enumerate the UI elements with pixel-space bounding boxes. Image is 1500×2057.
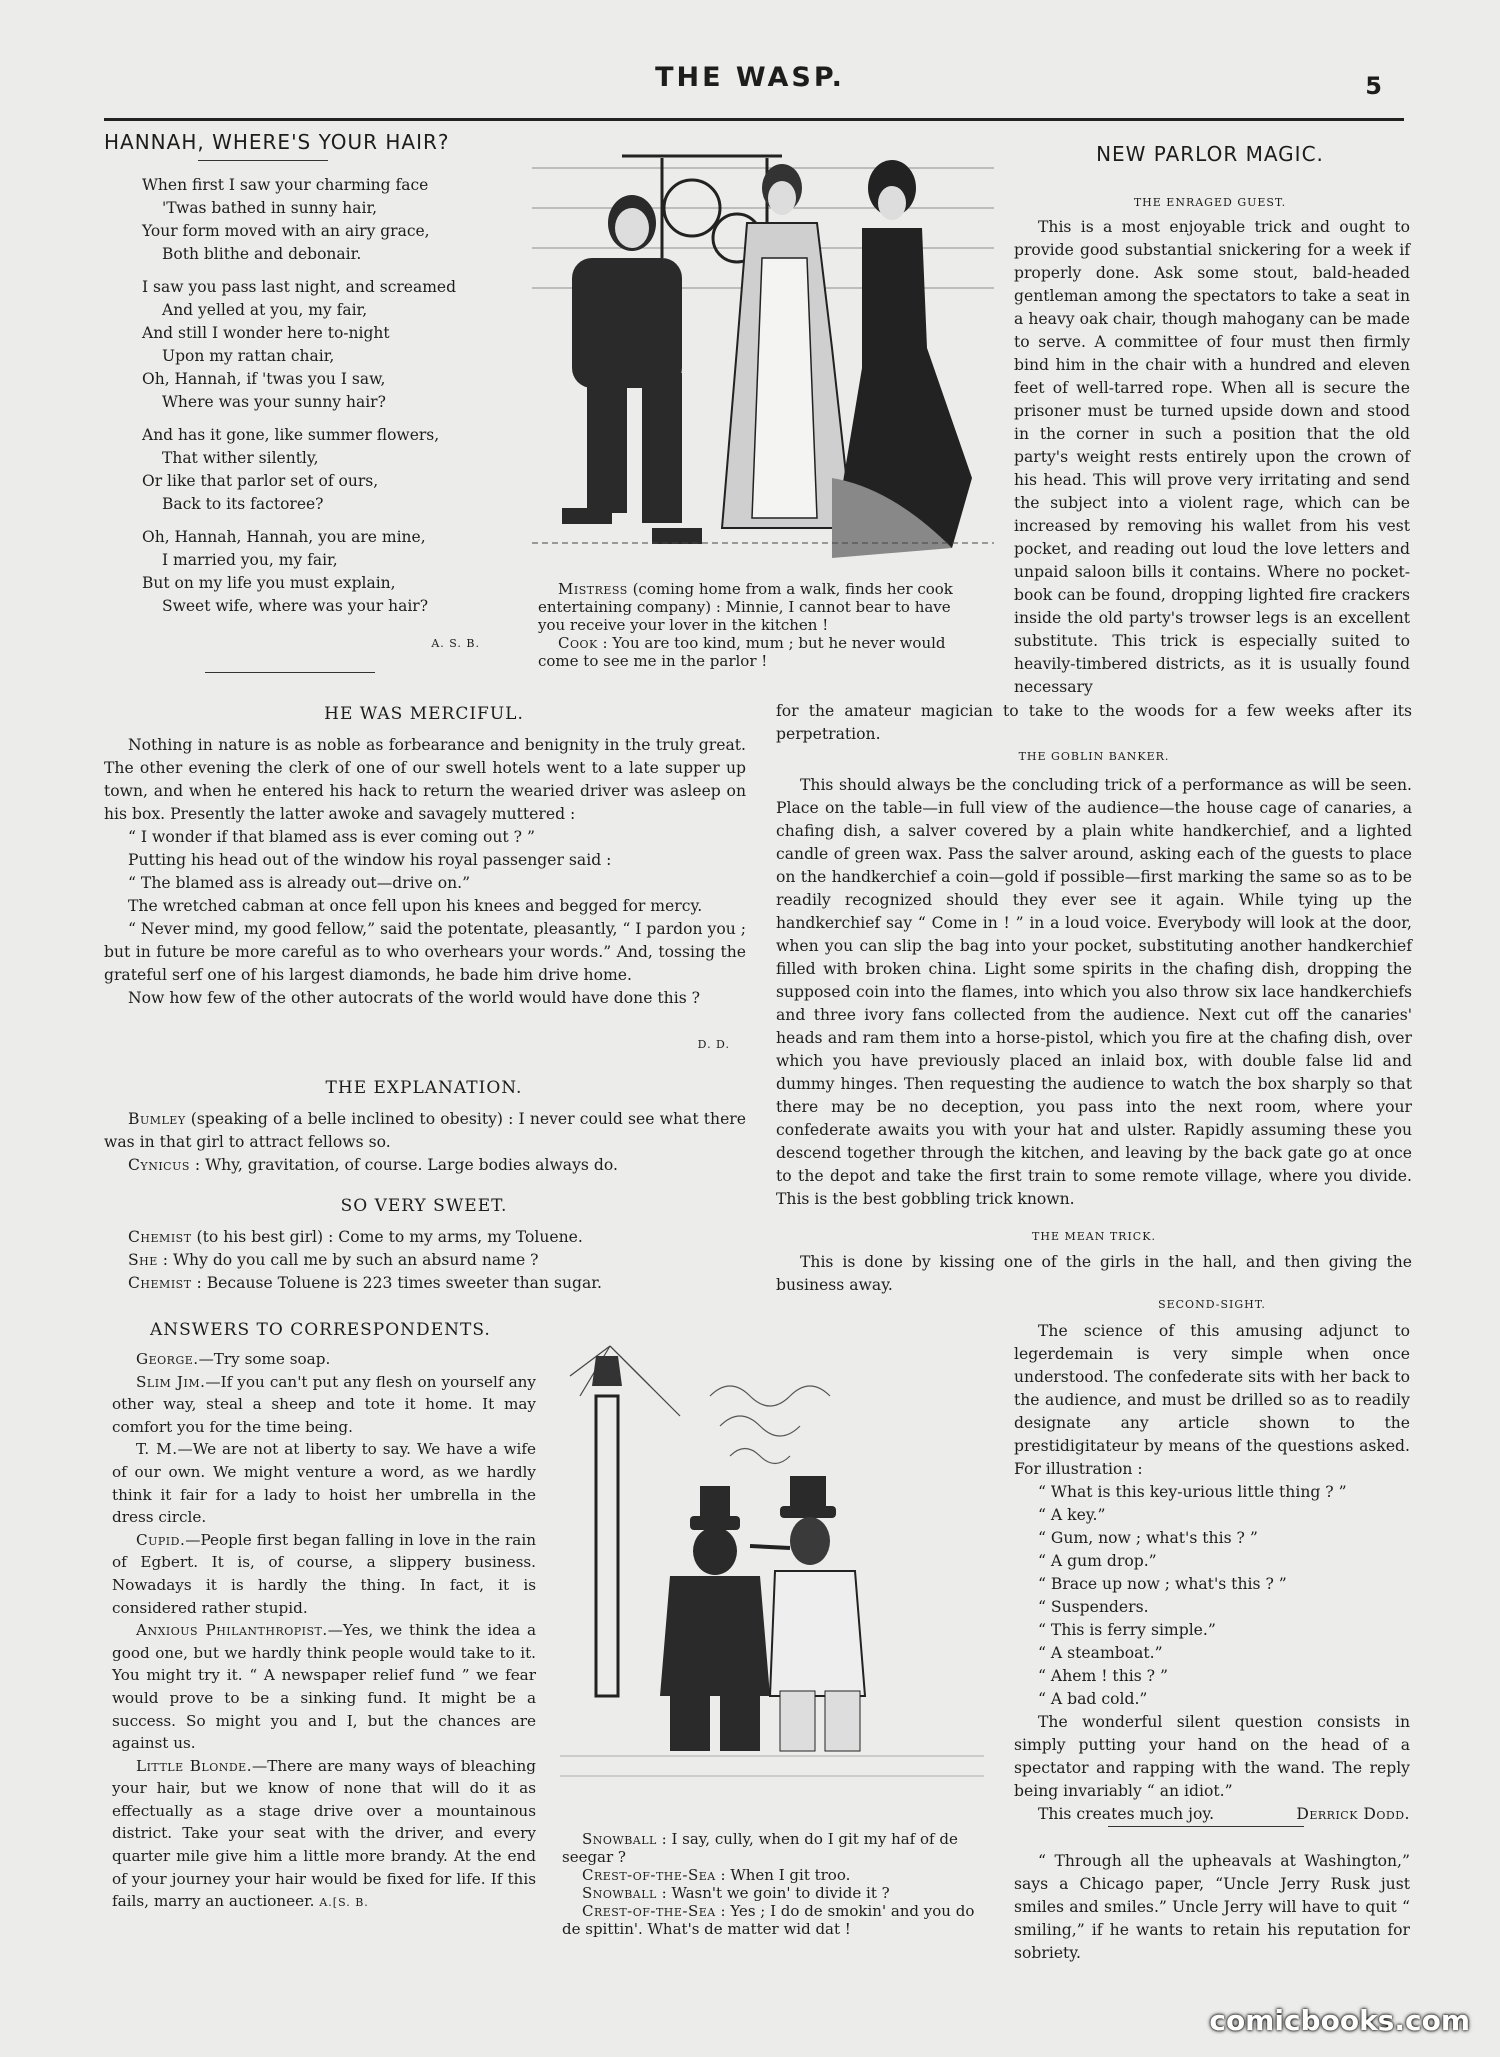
answer-item [112, 1348, 536, 1371]
answer-item [112, 1438, 536, 1528]
second-sight-end-rule [1108, 1826, 1304, 1827]
poem-line: And still I wonder here to-night [142, 324, 390, 342]
goblin-banker-text [776, 774, 1412, 1211]
masthead-rule [104, 118, 1404, 121]
answer-name: George. [136, 1350, 199, 1368]
cigar-cartoon-caption [562, 1830, 982, 1938]
answer-text: —There are many ways of bleaching your hair, but we know of none that will do it as effectually as a stage drive over a mountainous district. Take your seat with the driver, and every quarter mile give him a little more brandy. At the end of your journey your hair would be fixed for life. If this fails, marry an auctioneer. [112, 1756, 536, 1911]
dialogue-line: (speaking of a belle inclined to obesity) : I never could see what there was in that girl to attract fellows so. [104, 1110, 746, 1151]
caption-text: : Wasn't we goin' to divide it ? [661, 1884, 890, 1902]
hannah-title: HANNAH, WHERE'S YOUR HAIR? [104, 130, 450, 154]
answers-title: ANSWERS TO CORRESPONDENTS. [150, 1320, 491, 1340]
answer-name: Cupid. [136, 1530, 186, 1549]
merciful-paragraph: The wretched cabman at once fell upon his knees and begged for mercy. [128, 897, 703, 915]
washington-paragraph: “ Through all the upheavals at Washington,” says a Chicago paper, “Uncle Jerry Rusk just smiles and smiles.” Uncle Jerry will have to quit “ smiling,” if he wants to retain his reputation for sobriety. [1014, 1852, 1410, 1962]
dialogue-line: : Because Toluene is 223 times sweeter than sugar. [196, 1274, 602, 1292]
dialogue-speaker: Chemist [128, 1228, 192, 1246]
answer-text: —If you can't put any flesh on yourself any other way, steal a sheep and tote it home. It may comfort you for the time being. [112, 1372, 537, 1436]
dialogue-speaker: Bumley [128, 1110, 186, 1128]
caption-line [562, 1830, 982, 1866]
poem-line: And has it gone, like summer flowers, [142, 426, 440, 444]
caption-speaker: Snowball [582, 1884, 657, 1902]
answer-item [112, 1529, 536, 1619]
second-sight-dialogue-line: “ Brace up now ; what's this ? ” [1038, 1575, 1287, 1593]
poem-stanza [142, 526, 522, 618]
page-number: 5 [1365, 72, 1382, 100]
poem-stanza [142, 174, 522, 266]
second-sight-dialogue-line: “ What is this key-urious little thing ? ” [1038, 1483, 1347, 1501]
poem-line: But on my life you must explain, [142, 574, 396, 592]
merciful-text [104, 734, 746, 1010]
second-sight-dialogue-line: “ Suspenders. [1038, 1598, 1149, 1616]
answer-item [112, 1755, 536, 1915]
poem-line: Both blithe and debonair. [162, 245, 362, 263]
answer-item [112, 1371, 536, 1439]
answer-text: —Try some soap. [198, 1350, 331, 1368]
enraged-guest-paragraph: This is a most enjoyable trick and ought to provide good substantial snickering for a week if properly done. Ask some stout, bald-headed gentleman among the spectators to take a seat in a heavy oak chair, though mahogany can be made to serve. A committee of four must then firmly bind him in the chair with a hundred and eleven feet of well-tarred rope. When all is secure the prisoner must be turned upside down and stood in the corner in such a position that the old party's weight rests entirely upon the crown of his head. This will prove very irritating and send the subject into a violent rage, which can be increased by removing his wallet from his vest pocket, and reading out loud the love letters and unpaid saloon bills it contains. Where no pocket-book can be found, dropping lighted fire crackers inside the old party's trowser legs is an excellent substitute. This trick is especially suited to heavily-timbered districts, as it is usually found necessary [1014, 218, 1410, 696]
caption-text: : When I git troo. [720, 1866, 851, 1884]
caption-speaker: Mistress [558, 580, 628, 598]
poem-line: Your form moved with an airy grace, [142, 222, 430, 240]
masthead: THE WASP. [655, 62, 845, 93]
poem-stanza [142, 276, 522, 414]
second-sight-dialogue-line: “ A gum drop.” [1038, 1552, 1157, 1570]
explanation-title: THE EXPLANATION. [325, 1078, 523, 1098]
poem-line: Oh, Hannah, Hannah, you are mine, [142, 528, 426, 546]
watermark-logo: comicbooks.com [1209, 2004, 1470, 2037]
hannah-poem [142, 174, 522, 628]
poem-line: I saw you pass last night, and screamed [142, 278, 456, 296]
answer-text: —Yes, we think the idea a good one, but we hardly think people would take to it. You might try it. “ A newspaper relief fund ” we fear would prove to be a sinking fund. It might be a success. So might you and I, but the chances are against us. [112, 1621, 536, 1753]
answer-text: —People first began falling in love in the rain of Egbert. It is, of course, a slippery business. Nowadays it is hardly the thing. In fact, it is considered rather stupid. [112, 1530, 536, 1617]
hannah-title-rule [198, 160, 328, 161]
kitchen-cartoon-illustration [532, 148, 994, 566]
second-sight-dialogue-line: “ Gum, now ; what's this ? ” [1038, 1529, 1258, 1547]
poem-line: And yelled at you, my fair, [162, 301, 368, 319]
enraged-guest-text [1014, 216, 1410, 699]
washington-text [1014, 1850, 1410, 1965]
second-sight-dialogue-line: “ A steamboat.” [1038, 1644, 1163, 1662]
merciful-title: HE WAS MERCIFUL. [324, 704, 524, 724]
mean-trick-paragraph: This is done by kissing one of the girls in the hall, and then giving the business away. [776, 1253, 1412, 1294]
answer-item [112, 1619, 536, 1755]
merciful-paragraph: “ Never mind, my good fellow,” said the potentate, pleasantly, “ I pardon you ; but in future be more careful as to who overhears your words.” And, tossing the grateful serf one of his largest diamonds, he bade him drive home. [104, 920, 746, 984]
caption-line [562, 1884, 982, 1902]
second-sight-signature: Derrick Dodd. [1296, 1805, 1410, 1823]
answer-name: Slim Jim. [136, 1372, 206, 1391]
second-sight-closing-line [1014, 1803, 1410, 1826]
dialogue-speaker: She [128, 1251, 158, 1269]
caption-speaker: Crest-of-the-Sea [582, 1866, 716, 1884]
dialogue-line: (to his best girl) : Come to my arms, my Toluene. [196, 1228, 583, 1246]
poem-line: Upon my rattan chair, [162, 347, 335, 365]
second-sight-dialogue-line: “ This is ferry simple.” [1038, 1621, 1216, 1639]
poem-line: Or like that parlor set of ours, [142, 472, 379, 490]
poem-line: 'Twas bathed in sunny hair, [162, 199, 378, 217]
second-sight-dialogue-line: “ A key.” [1038, 1506, 1106, 1524]
poem-line: When first I saw your charming face [142, 176, 429, 194]
mean-trick-subtitle: THE MEAN TRICK. [1032, 1230, 1156, 1243]
poem-line: I married you, my fair, [162, 551, 338, 569]
caption-speaker: Snowball [582, 1830, 657, 1848]
poem-line: Sweet wife, where was your hair? [162, 597, 429, 615]
caption-line [562, 1902, 982, 1938]
dialogue-speaker: Cynicus [128, 1156, 190, 1174]
caption-speaker: Crest-of-the-Sea [582, 1902, 716, 1920]
poem-line: Back to its factoree? [162, 495, 324, 513]
answer-name: Anxious Philanthropist. [136, 1621, 328, 1640]
answers-signature: A.[S. B. [319, 1896, 369, 1910]
sweet-title: SO VERY SWEET. [340, 1196, 508, 1216]
caption-line [562, 1866, 982, 1884]
answer-name: Little Blonde. [136, 1756, 253, 1775]
second-sight-dialogue-line: “ Ahem ! this ? ” [1038, 1667, 1168, 1685]
poem-stanza [142, 424, 522, 516]
answers-list [112, 1348, 536, 1915]
second-sight-subtitle: SECOND-SIGHT. [1158, 1298, 1266, 1311]
second-sight-intro: The science of this amusing adjunct to legerdemain is very simple when once understood. The confederate sits with her back to the audience, and must be drilled so as to readily designate any article shown to the prestidigitateur by means of the questions asked. For illustration : [1014, 1322, 1410, 1478]
second-sight-closing: This creates much joy. [1038, 1805, 1215, 1823]
answer-name: T. M. [136, 1440, 178, 1459]
second-sight-dialogue-line: “ A bad cold.” [1038, 1690, 1148, 1708]
poem-line: That wither silently, [162, 449, 319, 467]
goblin-banker-subtitle: THE GOBLIN BANKER. [1018, 750, 1170, 763]
poem-line: Oh, Hannah, if 'twas you I saw, [142, 370, 386, 388]
merciful-paragraph: “ I wonder if that blamed ass is ever coming out ? ” [128, 828, 535, 846]
hannah-signature: A. S. B. [431, 637, 480, 650]
parlor-magic-title: NEW PARLOR MAGIC. [1096, 142, 1324, 166]
dialogue-line: : Why, gravitation, of course. Large bodies always do. [194, 1156, 618, 1174]
caption-text: : You are too kind, mum ; but he never would come to see me in the parlor ! [538, 634, 946, 670]
sweet-text [104, 1226, 746, 1295]
caption-speaker: Cook [558, 634, 598, 652]
answer-text: —We are not at liberty to say. We have a wife of our own. We might venture a word, as we hardly think it fair for a lady to hoist her umbrella in the dress circle. [112, 1440, 536, 1527]
enraged-guest-continued: for the amateur magician to take to the woods for a few weeks after its perpetration. [776, 702, 1412, 743]
enraged-guest-subtitle: THE ENRAGED GUEST. [1133, 196, 1287, 209]
caption-text: (coming home from a walk, finds her cook entertaining company) : Minnie, I cannot bear to have you receive your lover in the kitchen ! [538, 580, 953, 634]
goblin-banker-paragraph: This should always be the concluding trick of a performance as will be seen. Place on the table—in full view of the audience—the house cage of canaries, a chafing dish, a salver covered by a plain white handkerchief, and a lighted candle of green wax. Pass the salver around, asking each of the guests to place on the handkerchief a coin—gold if possible—first marking the same so as to be readily recognized should they ever see it again. While tying up the handkerchief say “ Come in ! ” in a loud voice. Everybody will look at the door, when you can slip the bag into your pocket, substituting another handkerchief filled with broken china. Light some spirits in the chafing dish, dropping the supposed coin into the flames, into which you also throw six lace handkerchiefs and three ivory fans collected from the audience. Next cut off the canaries' heads and ram them into a horse-pistol, which you fire at the chafing dish, over which you have previously placed an inlaid box, with double false lid and dummy hinges. Then requesting the audience to watch the box sharply so that there may be no deception, you pass into the next room, where your confederate awaits you with your hat and ulster. Rapidly assuming these you descend together through the kitchen, and leaving by the back gate go at once to the depot and take the first train to some remote village, where you divide. This is the best gobbling trick known. [776, 776, 1412, 1208]
second-sight-outro: The wonderful silent question consists in simply putting your hand on the head of a spectator and rapping with the wand. The reply being invariably “ an idiot.” [1014, 1713, 1410, 1800]
parlor-magic-continued [776, 700, 1412, 746]
merciful-signature: D. D. [697, 1038, 730, 1051]
merciful-paragraph: Nothing in nature is as noble as forbearance and benignity in the truly great. The other evening the clerk of one of our swell hotels went to a late supper up town, and when he entered his hack to return the wearied driver was asleep on his box. Presently the latter awoke and savagely muttered : [104, 736, 746, 823]
caption-text: : Yes ; I do de smokin' and you do de spittin'. What's de matter wid dat ! [562, 1902, 975, 1938]
merciful-paragraph: “ The blamed ass is already out—drive on.” [128, 874, 471, 892]
dialogue-line: : Why do you call me by such an absurd name ? [162, 1251, 539, 1269]
cigar-cartoon-illustration [560, 1336, 984, 1818]
hannah-end-rule [205, 672, 375, 673]
mean-trick-text [776, 1251, 1412, 1297]
merciful-paragraph: Putting his head out of the window his royal passenger said : [128, 851, 612, 869]
poem-line: Where was your sunny hair? [162, 393, 386, 411]
second-sight-text [1014, 1320, 1410, 1826]
caption-text: : I say, cully, when do I git my haf of de seegar ? [562, 1830, 958, 1866]
merciful-paragraph: Now how few of the other autocrats of the world would have done this ? [128, 989, 701, 1007]
explanation-text [104, 1108, 746, 1177]
dialogue-speaker: Chemist [128, 1274, 192, 1292]
kitchen-cartoon-caption [538, 580, 982, 670]
